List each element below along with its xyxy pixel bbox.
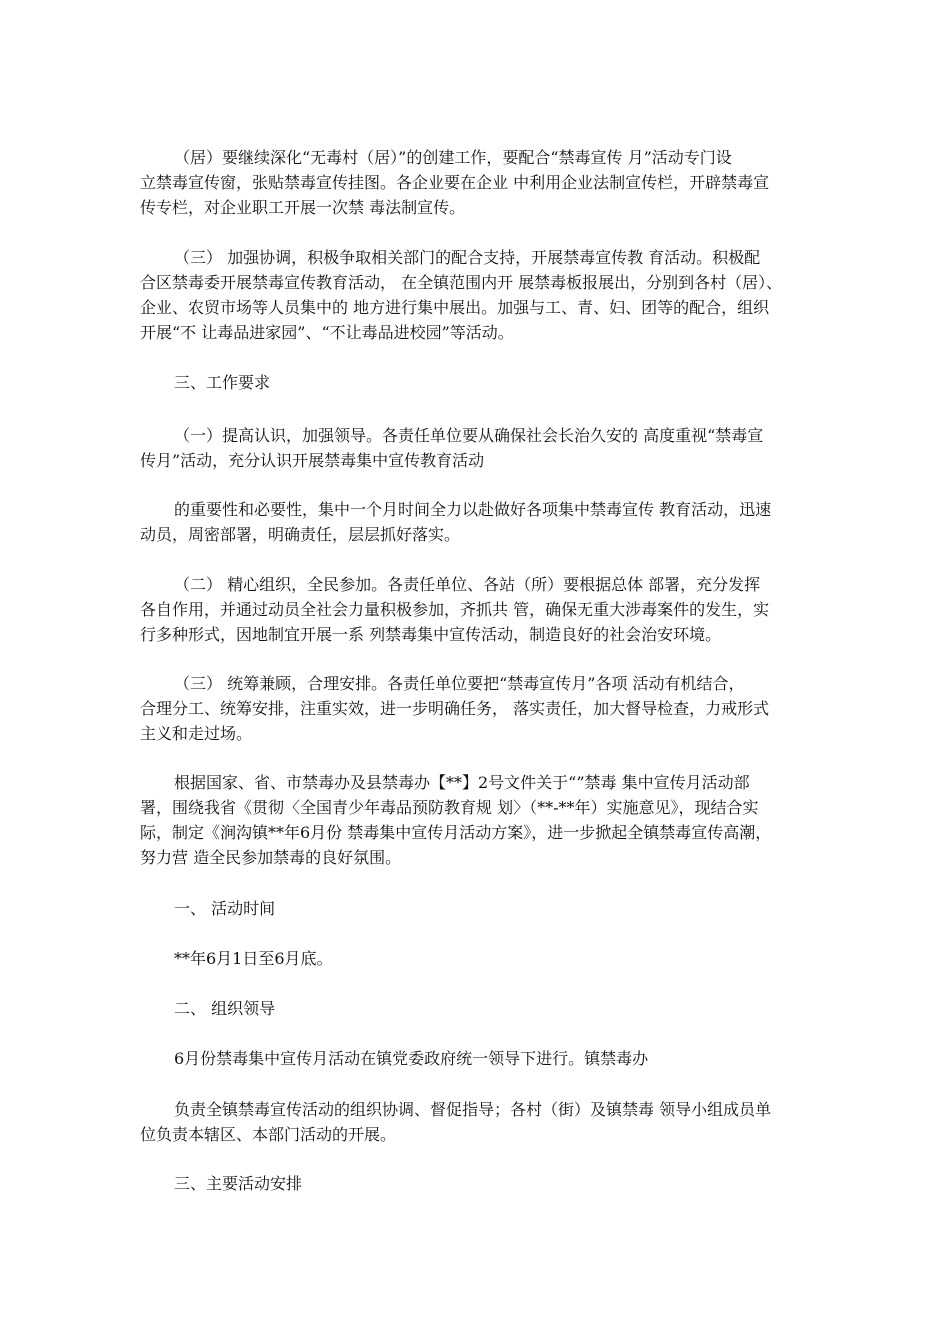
heading-organization <box>140 996 816 1021</box>
paragraph-requirement-3 <box>140 671 816 746</box>
paragraph-activity-dates <box>140 946 816 971</box>
text-line: 各自作用，并通过动员全社会力量积极参加，齐抓共 管，确保无重大涉毒案件的发生，实 <box>140 600 770 619</box>
text-line: 署，围绕我省《贯彻〈全国青少年毒品预防教育规 划〉（**-**年）实施意见》，现结合实 <box>140 798 759 817</box>
paragraph-requirement-2 <box>140 572 816 647</box>
text-line: 合理分工、统筹安排，注重实效，进一步明确任务， 落实责任，加大督导检查，力戒形式 <box>140 699 770 718</box>
section-heading: 二、 组织领导 <box>174 999 276 1018</box>
text-line: 6月份禁毒集中宣传月活动在镇党委政府统一领导下进行。镇禁毒办 <box>174 1049 649 1068</box>
text-line: 行多种形式，因地制宜开展一系 列禁毒集中宣传活动，制造良好的社会治安环境。 <box>140 625 722 644</box>
section-heading: 一、 活动时间 <box>174 899 276 918</box>
heading-work-requirements <box>140 370 816 395</box>
heading-activity-time <box>140 896 816 921</box>
text-line: 的重要性和必要性，集中一个月时间全力以赴做好各项集中禁毒宣传 教育活动，迅速 <box>174 500 772 519</box>
section-heading: 三、工作要求 <box>174 373 271 392</box>
heading-main-activities <box>140 1171 816 1196</box>
text-line: 主义和走过场。 <box>140 724 253 743</box>
paragraph-responsibility <box>140 1097 816 1147</box>
paragraph-requirement-1-cont <box>140 497 816 547</box>
paragraph-campaign-window <box>140 145 816 220</box>
text-line: 企业、农贸市场等人员集中的 地方进行集中展出。加强与工、青、妇、团等的配合，组织 <box>140 298 770 317</box>
text-line: 位负责本辖区、本部门活动的开展。 <box>140 1125 397 1144</box>
text-line: 立禁毒宣传窗，张贴禁毒宣传挂图。各企业要在企业 中利用企业法制宣传栏，开辟禁毒宣 <box>140 173 770 192</box>
paragraph-requirement-1 <box>140 423 816 473</box>
text-line: 根据国家、省、市禁毒办及县禁毒办【**】2号文件关于“”禁毒 集中宣传月活动部 <box>174 773 750 792</box>
text-line: （一）提高认识，加强领导。各责任单位要从确保社会长治久安的 高度重视“禁毒宣 <box>174 426 764 445</box>
text-line: 开展“不 让毒品进家园”、“不让毒品进校园”等活动。 <box>140 323 514 342</box>
text-line: 传专栏，对企业职工开展一次禁 毒法制宣传。 <box>140 198 466 217</box>
text-line: （居）要继续深化“无毒村（居）”的创建工作，要配合“禁毒宣传 月”活动专门设 <box>174 148 732 167</box>
text-line: **年6月1日至6月底。 <box>174 949 333 968</box>
text-line: 合区禁毒委开展禁毒宣传教育活动， 在全镇范围内开 展禁毒板报展出，分别到各村（居）、 <box>140 273 783 292</box>
text-line: 负责全镇禁毒宣传活动的组织协调、督促指导；各村（街）及镇禁毒 领导小组成员单 <box>174 1100 772 1119</box>
section-heading: 三、主要活动安排 <box>174 1174 303 1193</box>
text-line: （二） 精心组织，全民参加。各责任单位、各站（所）要根据总体 部署，充分发挥 <box>174 575 761 594</box>
paragraph-plan-intro <box>140 770 816 870</box>
text-line: 努力营 造全民参加禁毒的良好氛围。 <box>140 848 402 867</box>
text-line: 传月”活动，充分认识开展禁毒集中宣传教育活动 <box>140 451 485 470</box>
text-line: 动员，周密部署，明确责任，层层抓好落实。 <box>140 525 461 544</box>
text-line: 际，制定《涧沟镇**年6月份 禁毒集中宣传月活动方案》，进一步掀起全镇禁毒宣传高潮， <box>140 823 772 842</box>
text-line: （三） 加强协调，积极争取相关部门的配合支持，开展禁毒宣传教 育活动。积极配 <box>174 248 761 267</box>
text-line: （三） 统筹兼顾，合理安排。各责任单位要把“禁毒宣传月”各项 活动有机结合， <box>174 674 745 693</box>
paragraph-coordination <box>140 245 816 345</box>
paragraph-leadership <box>140 1046 816 1071</box>
